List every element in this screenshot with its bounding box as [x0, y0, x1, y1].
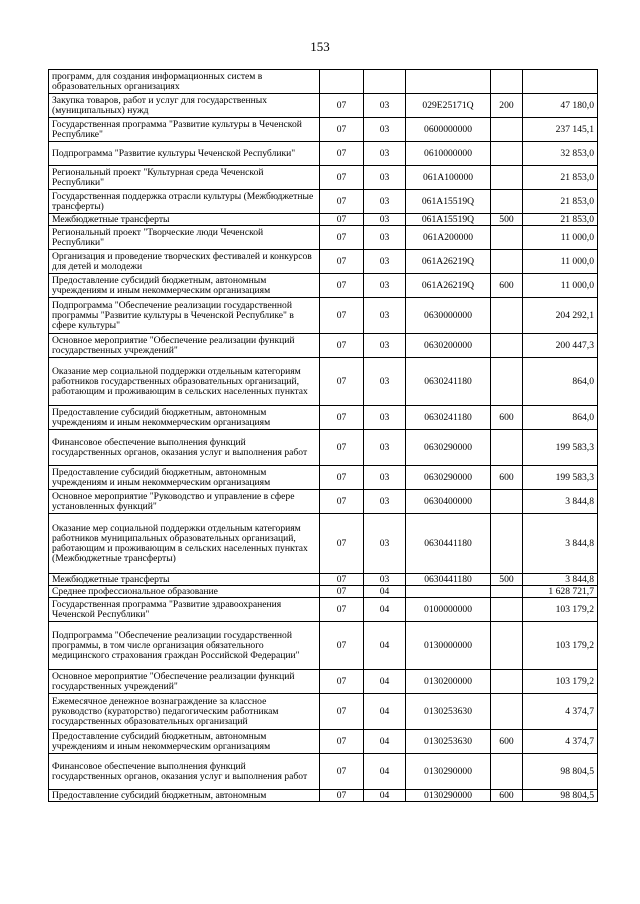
row-subsection: 03 — [364, 94, 406, 118]
row-subsection: 03 — [364, 166, 406, 190]
row-name: Подпрограмма "Обеспечение реализации государственной программы, в том числе организация обязательного медицинского страхования граждан Российской Федерации" — [49, 622, 320, 670]
row-expense-type — [491, 70, 523, 94]
row-target-article: 0630441180 — [406, 574, 491, 586]
row-name: Государственная программа "Развитие здравоохранения Чеченской Республики" — [49, 598, 320, 622]
row-expense-type — [491, 166, 523, 190]
row-expense-type — [491, 142, 523, 166]
table-row — [49, 250, 598, 274]
table-row — [49, 166, 598, 190]
row-name: Региональный проект "Культурная среда Чеченской Республики" — [49, 166, 320, 190]
table-row — [49, 430, 598, 466]
row-target-article: 0610000000 — [406, 142, 491, 166]
row-expense-type — [491, 190, 523, 214]
row-name: Среднее профессиональное образование — [49, 586, 320, 598]
row-section: 07 — [320, 670, 364, 694]
row-name: Подпрограмма "Обеспечение реализации государственной программы "Развитие культуры в Чеченской Республике" в сфере культуры" — [49, 298, 320, 334]
row-target-article: 061A100000 — [406, 166, 491, 190]
row-amount: 11 000,0 — [523, 274, 598, 298]
row-expense-type: 600 — [491, 406, 523, 430]
row-amount: 864,0 — [523, 358, 598, 406]
table-row — [49, 406, 598, 430]
row-target-article: 0630200000 — [406, 334, 491, 358]
row-subsection: 03 — [364, 298, 406, 334]
row-amount: 237 145,1 — [523, 118, 598, 142]
row-section: 07 — [320, 358, 364, 406]
row-amount: 4 374,7 — [523, 730, 598, 754]
row-subsection: 04 — [364, 598, 406, 622]
row-target-article: 0630241180 — [406, 358, 491, 406]
row-target-article: 0130000000 — [406, 622, 491, 670]
row-name: Организация и проведение творческих фестивалей и конкурсов для детей и молодежи — [49, 250, 320, 274]
table-row — [49, 274, 598, 298]
row-name: Предоставление субсидий бюджетным, автономным учреждениям и иным некоммерческим организациям — [49, 730, 320, 754]
row-subsection: 03 — [364, 490, 406, 514]
row-section: 07 — [320, 622, 364, 670]
table-row — [49, 514, 598, 574]
table-row — [49, 358, 598, 406]
row-section: 07 — [320, 406, 364, 430]
row-target-article: 0130253630 — [406, 730, 491, 754]
row-target-article: 0630400000 — [406, 490, 491, 514]
row-expense-type — [491, 250, 523, 274]
row-section: 07 — [320, 730, 364, 754]
row-name: Финансовое обеспечение выполнения функций государственных органов, оказания услуг и выполнения работ — [49, 754, 320, 790]
table-row — [49, 694, 598, 730]
row-name: Государственная поддержка отрасли культуры (Межбюджетные трансферты) — [49, 190, 320, 214]
row-target-article: 0130200000 — [406, 670, 491, 694]
row-target-article: 061A15519Q — [406, 190, 491, 214]
row-amount — [523, 70, 598, 94]
row-target-article: 061A26219Q — [406, 250, 491, 274]
table-row — [49, 622, 598, 670]
row-subsection: 03 — [364, 190, 406, 214]
row-name: Оказание мер социальной поддержки отдельным категориям работников государственных образовательных организаций, работающим и проживающим в сельских населенных пунктах — [49, 358, 320, 406]
row-section: 07 — [320, 226, 364, 250]
row-target-article: 0630290000 — [406, 430, 491, 466]
row-name: Предоставление субсидий бюджетным, автономным — [49, 790, 320, 802]
row-section: 07 — [320, 250, 364, 274]
row-target-article: 061A15519Q — [406, 214, 491, 226]
row-subsection: 04 — [364, 670, 406, 694]
row-expense-type — [491, 754, 523, 790]
row-amount: 200 447,3 — [523, 334, 598, 358]
row-expense-type — [491, 598, 523, 622]
budget-table-body — [49, 70, 598, 802]
row-section: 07 — [320, 118, 364, 142]
row-expense-type: 500 — [491, 214, 523, 226]
row-subsection: 03 — [364, 358, 406, 406]
row-section: 07 — [320, 190, 364, 214]
row-subsection: 04 — [364, 586, 406, 598]
row-name: Оказание мер социальной поддержки отдельным категориям работников муниципальных образовательных организаций, работающим и проживающим в сельских населенных пунктах (Межбюджетные трансферты) — [49, 514, 320, 574]
row-amount: 3 844,8 — [523, 514, 598, 574]
row-subsection: 03 — [364, 274, 406, 298]
row-amount: 11 000,0 — [523, 226, 598, 250]
row-target-article: 0130290000 — [406, 790, 491, 802]
row-expense-type — [491, 694, 523, 730]
row-target-article — [406, 586, 491, 598]
row-section: 07 — [320, 214, 364, 226]
row-section: 07 — [320, 334, 364, 358]
row-name: Предоставление субсидий бюджетным, автономным учреждениям и иным некоммерческим организациям — [49, 466, 320, 490]
row-amount: 11 000,0 — [523, 250, 598, 274]
row-section: 07 — [320, 574, 364, 586]
row-subsection: 04 — [364, 754, 406, 790]
row-subsection: 03 — [364, 118, 406, 142]
row-subsection: 03 — [364, 406, 406, 430]
table-row — [49, 190, 598, 214]
row-amount: 21 853,0 — [523, 190, 598, 214]
row-section: 07 — [320, 694, 364, 730]
row-amount: 3 844,8 — [523, 574, 598, 586]
row-name: Межбюджетные трансферты — [49, 214, 320, 226]
row-amount: 204 292,1 — [523, 298, 598, 334]
table-row — [49, 226, 598, 250]
row-name: Основное мероприятие "Обеспечение реализации функций государственных учреждений" — [49, 670, 320, 694]
row-section: 07 — [320, 274, 364, 298]
row-amount: 47 180,0 — [523, 94, 598, 118]
row-expense-type — [491, 358, 523, 406]
row-expense-type — [491, 298, 523, 334]
row-subsection: 04 — [364, 730, 406, 754]
row-section — [320, 70, 364, 94]
row-amount: 199 583,3 — [523, 466, 598, 490]
row-expense-type — [491, 586, 523, 598]
table-row — [49, 670, 598, 694]
row-subsection: 03 — [364, 466, 406, 490]
table-row — [49, 466, 598, 490]
row-section: 07 — [320, 514, 364, 574]
row-target-article: 029E25171Q — [406, 94, 491, 118]
row-expense-type — [491, 490, 523, 514]
budget-table — [48, 69, 598, 802]
row-amount: 21 853,0 — [523, 214, 598, 226]
row-section: 07 — [320, 298, 364, 334]
row-expense-type — [491, 430, 523, 466]
row-expense-type: 600 — [491, 730, 523, 754]
row-subsection: 04 — [364, 694, 406, 730]
row-target-article: 0130253630 — [406, 694, 491, 730]
row-subsection: 03 — [364, 226, 406, 250]
row-name: Финансовое обеспечение выполнения функций государственных органов, оказания услуг и выполнения работ — [49, 430, 320, 466]
row-amount: 103 179,2 — [523, 622, 598, 670]
row-expense-type — [491, 622, 523, 670]
row-target-article — [406, 70, 491, 94]
row-name: Предоставление субсидий бюджетным, автономным учреждениям и иным некоммерческим организациям — [49, 406, 320, 430]
row-target-article: 0100000000 — [406, 598, 491, 622]
row-expense-type — [491, 334, 523, 358]
row-expense-type: 600 — [491, 466, 523, 490]
row-section: 07 — [320, 142, 364, 166]
row-subsection: 03 — [364, 430, 406, 466]
page-number: 153 — [310, 39, 330, 54]
row-section: 07 — [320, 598, 364, 622]
row-section: 07 — [320, 586, 364, 598]
row-target-article: 0630290000 — [406, 466, 491, 490]
row-expense-type: 500 — [491, 574, 523, 586]
row-name: Межбюджетные трансферты — [49, 574, 320, 586]
row-expense-type: 600 — [491, 274, 523, 298]
table-row — [49, 574, 598, 586]
table-row — [49, 70, 598, 94]
row-expense-type — [491, 514, 523, 574]
row-section: 07 — [320, 754, 364, 790]
row-name: Предоставление субсидий бюджетным, автономным учреждениям и иным некоммерческим организациям — [49, 274, 320, 298]
table-row — [49, 598, 598, 622]
row-subsection: 03 — [364, 250, 406, 274]
row-amount: 103 179,2 — [523, 598, 598, 622]
row-target-article: 0130290000 — [406, 754, 491, 790]
row-target-article: 0600000000 — [406, 118, 491, 142]
row-section: 07 — [320, 430, 364, 466]
row-name: Основное мероприятие "Обеспечение реализации функций государственных учреждений" — [49, 334, 320, 358]
row-target-article: 061A200000 — [406, 226, 491, 250]
row-section: 07 — [320, 166, 364, 190]
row-subsection: 04 — [364, 790, 406, 802]
row-amount: 864,0 — [523, 406, 598, 430]
row-amount: 3 844,8 — [523, 490, 598, 514]
table-row — [49, 730, 598, 754]
row-amount: 1 628 721,7 — [523, 586, 598, 598]
row-section: 07 — [320, 790, 364, 802]
row-target-article: 0630241180 — [406, 406, 491, 430]
row-section: 07 — [320, 94, 364, 118]
row-name: Закупка товаров, работ и услуг для государственных (муниципальных) нужд — [49, 94, 320, 118]
row-subsection — [364, 70, 406, 94]
table-row — [49, 94, 598, 118]
table-row — [49, 754, 598, 790]
row-expense-type — [491, 118, 523, 142]
row-expense-type: 600 — [491, 790, 523, 802]
row-target-article: 0630000000 — [406, 298, 491, 334]
row-name: Основное мероприятие "Руководство и управление в сфере установленных функций" — [49, 490, 320, 514]
row-amount: 98 804,5 — [523, 790, 598, 802]
row-amount: 103 179,2 — [523, 670, 598, 694]
row-name: программ, для создания информационных систем в образовательных организациях — [49, 70, 320, 94]
row-name: Ежемесячное денежное вознаграждение за классное руководство (кураторство) педагогическим работникам государственных образовательных организаций — [49, 694, 320, 730]
row-subsection: 04 — [364, 622, 406, 670]
row-amount: 4 374,7 — [523, 694, 598, 730]
row-target-article: 061A26219Q — [406, 274, 491, 298]
row-section: 07 — [320, 490, 364, 514]
row-subsection: 03 — [364, 574, 406, 586]
row-name: Региональный проект "Творческие люди Чеченской Республики" — [49, 226, 320, 250]
row-name: Подпрограмма "Развитие культуры Чеченской Республики" — [49, 142, 320, 166]
table-row — [49, 790, 598, 802]
table-row — [49, 334, 598, 358]
row-amount: 32 853,0 — [523, 142, 598, 166]
row-amount: 98 804,5 — [523, 754, 598, 790]
table-row — [49, 118, 598, 142]
table-row — [49, 298, 598, 334]
row-expense-type — [491, 226, 523, 250]
row-name: Государственная программа "Развитие культуры в Чеченской Республике" — [49, 118, 320, 142]
row-section: 07 — [320, 466, 364, 490]
row-subsection: 03 — [364, 214, 406, 226]
row-subsection: 03 — [364, 142, 406, 166]
row-subsection: 03 — [364, 514, 406, 574]
row-amount: 199 583,3 — [523, 430, 598, 466]
row-subsection: 03 — [364, 334, 406, 358]
row-amount: 21 853,0 — [523, 166, 598, 190]
row-expense-type — [491, 670, 523, 694]
table-row — [49, 586, 598, 598]
table-row — [49, 214, 598, 226]
row-expense-type: 200 — [491, 94, 523, 118]
table-row — [49, 142, 598, 166]
table-row — [49, 490, 598, 514]
row-target-article: 0630441180 — [406, 514, 491, 574]
